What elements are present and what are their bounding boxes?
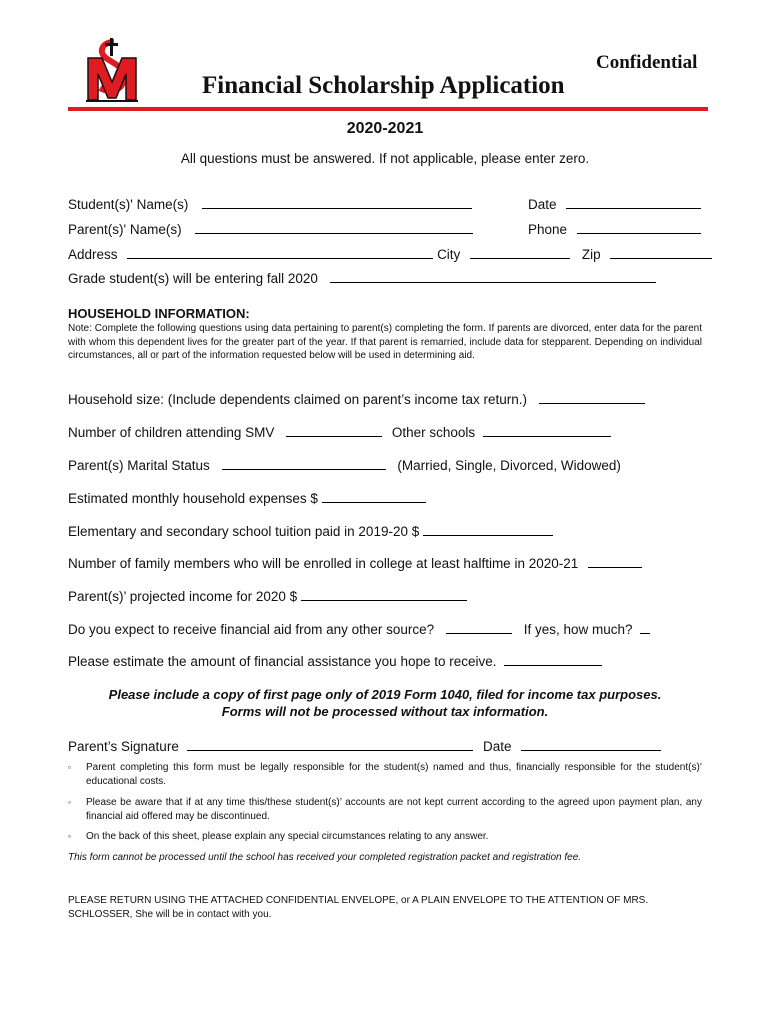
signature-date-row (483, 736, 661, 754)
other-aid-label: Do you expect to receive financial aid from any other source? (68, 622, 435, 637)
tuition-label: Elementary and secondary school tuition paid in 2019-20 $ (68, 524, 420, 539)
income-row (68, 586, 467, 604)
signature-field[interactable] (187, 736, 473, 751)
tuition-field[interactable] (423, 521, 553, 536)
year-heading: 2020-2021 (346, 120, 424, 137)
bullet-text: On the back of this sheet, please explain any special circumstances relating to any answer. (86, 831, 489, 842)
list-item (68, 830, 702, 844)
parent-name-field[interactable] (195, 219, 473, 234)
phone-field[interactable] (577, 219, 701, 234)
children-smv-label: Number of children attending SMV (68, 425, 275, 440)
children-smv-field[interactable] (286, 422, 382, 437)
marital-status-label: Parent(s) Marital Status (68, 458, 210, 473)
other-aid-field[interactable] (446, 619, 512, 634)
estimate-row (68, 651, 602, 669)
household-size-label: Household size: (Include dependents claimed on parent’s income tax return.) (68, 392, 528, 407)
college-row (68, 553, 642, 571)
household-size-row (68, 389, 645, 407)
marital-options: (Married, Single, Divorced, Widowed) (397, 458, 621, 473)
parent-name-label: Parent(s)' Name(s) (68, 222, 182, 237)
expenses-row (68, 488, 426, 506)
parent-name-row (68, 219, 473, 237)
household-heading: HOUSEHOLD INFORMATION: (68, 306, 250, 321)
signature-label: Parent’s Signature (68, 739, 179, 754)
student-name-label: Student(s)' Name(s) (68, 197, 189, 212)
student-name-row (68, 194, 472, 212)
how-much-field[interactable] (640, 619, 650, 634)
bullet-icon: ▫ (68, 763, 71, 772)
bullet-text: Please be aware that if at any time this/these student(s)’ accounts are not kept current according to the agreed upon payment plan, any financial aid offered may be discontinued. (86, 797, 702, 822)
expenses-label: Estimated monthly household expenses $ (68, 491, 318, 506)
tax-notice-line2: Forms will not be processed without tax information. (221, 704, 549, 719)
header-rule (68, 107, 708, 111)
tuition-row (68, 521, 553, 539)
address-field[interactable] (127, 244, 433, 259)
estimate-field[interactable] (504, 651, 602, 666)
tax-notice-line1: Please include a copy of first page only of 2019 Form 1040, filed for income tax purposes. (108, 687, 662, 702)
phone-label: Phone (528, 222, 568, 237)
marital-status-field[interactable] (222, 455, 386, 470)
signature-row (68, 736, 473, 754)
children-row (68, 422, 611, 440)
other-schools-label: Other schools (391, 425, 476, 440)
return-note: PLEASE RETURN USING THE ATTACHED CONFIDENTIAL ENVELOPE, or A PLAIN ENVELOPE TO THE ATTENTION OF MRS. SCHLOSSER, She will be in contact with you. (68, 895, 649, 920)
marital-row (68, 455, 621, 473)
date-label: Date (528, 197, 557, 212)
list-item (68, 796, 702, 824)
list-item (68, 761, 702, 789)
phone-row (528, 219, 701, 237)
grade-row (68, 268, 656, 286)
estimate-label: Please estimate the amount of financial assistance you hope to receive. (68, 654, 497, 669)
zip-label: Zip (581, 247, 601, 262)
city-field[interactable] (470, 244, 570, 259)
bullet-text: Parent completing this form must be legally responsible for the student(s) named and thus, financially responsible for the student(s)’ educational costs. (86, 762, 702, 787)
address-row (68, 244, 712, 262)
household-note: Note: Complete the following questions using data pertaining to parent(s) completing the form. If parents are divorced, enter data for the parent with whom this dependent lives for the greater part of the year. If that parent is remarried, include data for stepparent. Depending on individual circumstances, all or part of the information requested below will be used in determining aid. (68, 323, 702, 361)
instruction-text: All questions must be answered. If not applicable, please enter zero. (180, 151, 590, 166)
how-much-label: If yes, how much? (523, 622, 633, 637)
zip-field[interactable] (610, 244, 712, 259)
signature-date-label: Date (483, 739, 512, 754)
income-field[interactable] (301, 586, 467, 601)
confidential-label: Confidential (596, 52, 698, 73)
other-schools-field[interactable] (483, 422, 611, 437)
college-field[interactable] (588, 553, 642, 568)
other-aid-row (68, 619, 650, 637)
household-size-field[interactable] (539, 389, 645, 404)
college-label: Number of family members who will be enrolled in college at least halftime in 2020-21 (68, 556, 579, 571)
address-label: Address (68, 247, 118, 262)
bullet-icon: ▫ (68, 798, 71, 807)
student-name-field[interactable] (202, 194, 472, 209)
signature-date-field[interactable] (521, 736, 661, 751)
bullet-icon: ▫ (68, 832, 71, 841)
processing-note: This form cannot be processed until the school has received your completed registration packet and registration fee. (68, 852, 582, 863)
school-logo (84, 36, 140, 104)
page-title: Financial Scholarship Application (202, 72, 565, 99)
date-field[interactable] (566, 194, 701, 209)
city-label: City (437, 247, 461, 262)
date-row (528, 194, 701, 212)
grade-label: Grade student(s) will be entering fall 2020 (68, 271, 318, 286)
income-label: Parent(s)’ projected income for 2020 $ (68, 589, 298, 604)
grade-field[interactable] (330, 268, 656, 283)
expenses-field[interactable] (322, 488, 426, 503)
